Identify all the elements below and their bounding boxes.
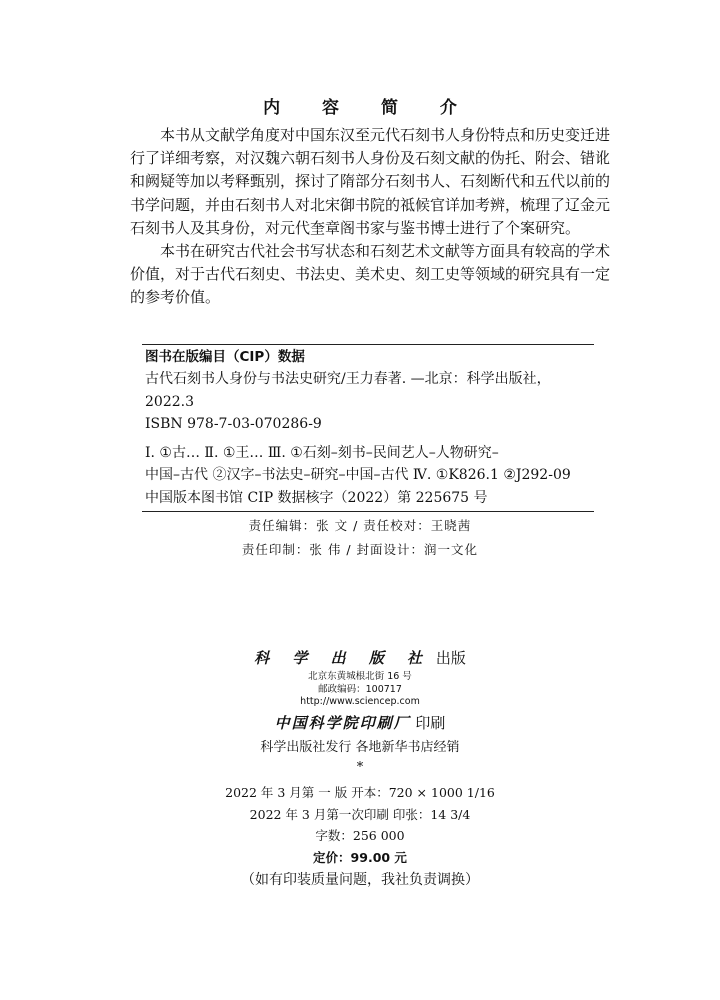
credit-line: 责任编辑：张 文 / 责任校对：王晓茜 xyxy=(248,518,472,533)
intro-text xyxy=(130,124,610,310)
price: 定价：99.00 元 xyxy=(313,849,407,865)
cip-isbn: ISBN 978-7-03-070286-9 xyxy=(145,416,322,432)
intro-paragraph: 本书在研究古代社会书写状态和石刻艺术文献等方面具有较高的学术价值，对于古代石刻史、书法史、美术史、刻工史等领域的研究具有一定的参考价值。 xyxy=(130,242,611,307)
publisher-role: 出版 xyxy=(435,649,466,667)
printer-role: 印刷 xyxy=(415,713,446,732)
cip-block xyxy=(145,346,595,509)
printer-name: 中国科学院印刷厂 xyxy=(274,713,411,732)
publisher-address: 北京东黄城根北街 16 号 xyxy=(308,671,412,682)
cip-classification: 中国–古代 ②汉字–书法史–研究–中国–古代 Ⅳ. ①K826.1 ②J292-09 xyxy=(145,467,571,483)
credit-line: 责任印制：张 伟 / 封面设计：润一文化 xyxy=(241,542,479,557)
edition-line: 字数：256 000 xyxy=(315,828,405,843)
cip-heading: 图书在版编目（CIP）数据 xyxy=(145,349,305,365)
cip-cataloging-number: 中国版本图书馆 CIP 数据核字（2022）第 225675 号 xyxy=(145,489,488,506)
distribution: 科学出版社发行 各地新华书店经销 xyxy=(260,740,460,755)
edition-line: 2022 年 3 月第 一 版 开本：720 × 1000 1/16 xyxy=(225,785,495,800)
edition-line: 2022 年 3 月第一次印刷 印张：14 3/4 xyxy=(249,806,471,822)
separator-star: * xyxy=(356,760,364,775)
quality-note: （如有印装质量问题，我社负责调换） xyxy=(241,872,479,888)
credits xyxy=(0,514,720,562)
cip-line: 2022.3 xyxy=(145,393,194,410)
publisher-block xyxy=(0,645,720,737)
cip-classification: Ⅰ. ①古… Ⅱ. ①王… Ⅲ. ①石刻–刻书–民间艺人–人物研究– xyxy=(145,444,499,461)
intro-paragraph: 本书从文献学角度对中国东汉至元代石刻书人身份特点和历史变迁进行了详细考察，对汉魏六朝石刻书人身份及石刻文献的伪托、附会、错讹和阙疑等加以考释甄别，探讨了隋部分石刻书人、石刻断代和五代以前的书学问题，并由石刻书人对北宋御书院的祗候官详加考辨，梳理了辽金元石刻书人及其身份，对元代奎章阁书家与鉴书博士进行了个案研究。 xyxy=(130,126,611,237)
cip-line: 古代石刻书人身份与书法史研究/王力春著. —北京：科学出版社， xyxy=(145,371,551,387)
publisher-name: 科 学 出 版 社 xyxy=(254,649,432,667)
cip-top-rule xyxy=(142,344,594,345)
cip-bottom-rule xyxy=(142,511,594,512)
page-title: 内 容 简 介 xyxy=(263,98,475,118)
publisher-website: http://www.sciencep.com xyxy=(300,696,420,707)
publisher-postcode: 邮政编码：100717 xyxy=(318,683,402,695)
edition-block xyxy=(0,782,720,868)
